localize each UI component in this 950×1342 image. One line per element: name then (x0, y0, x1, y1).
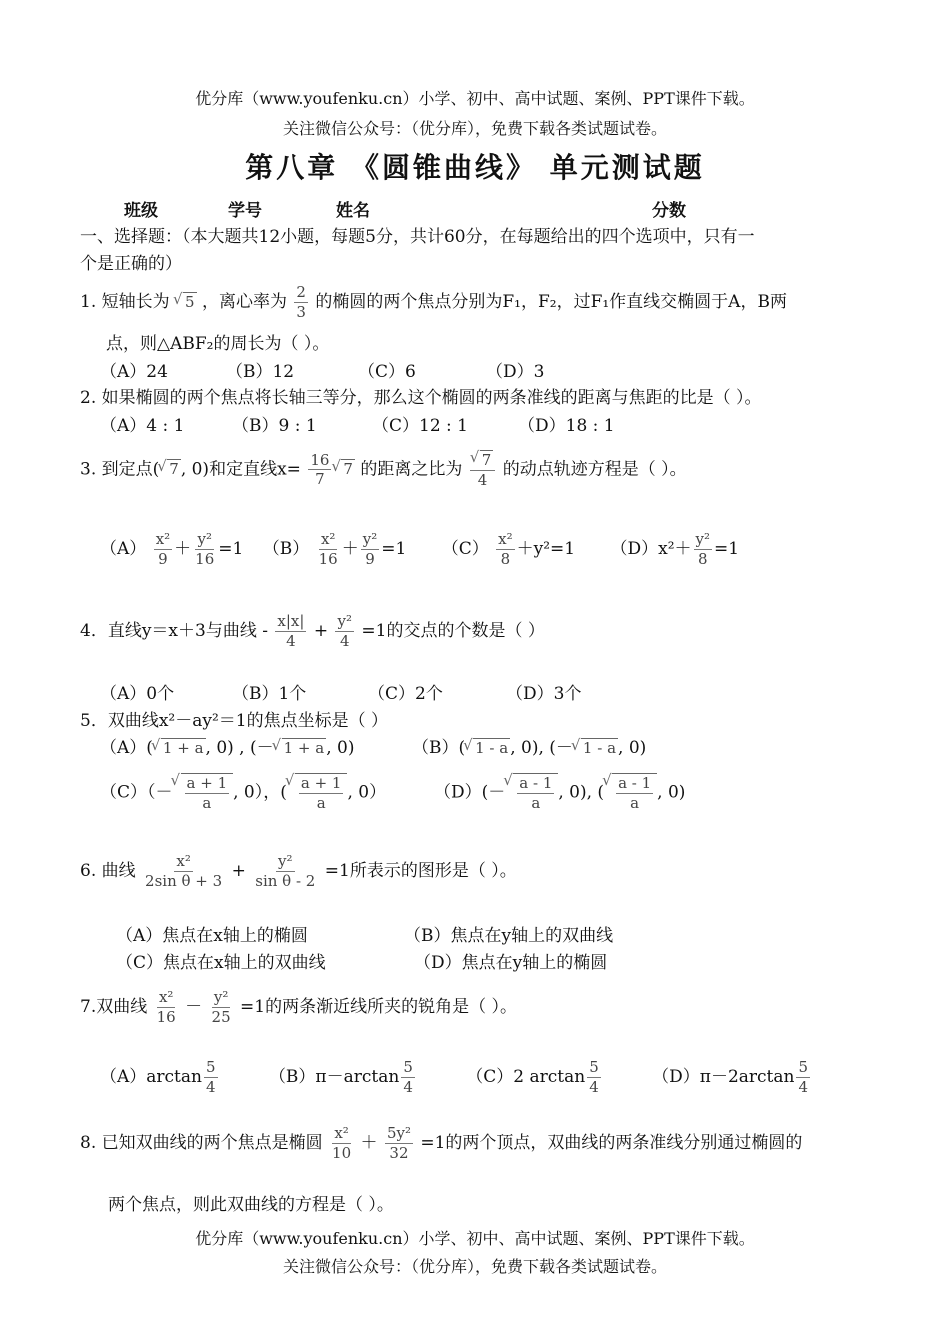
q5-d-sqrt-1 (513, 773, 558, 813)
q3-frac2-den: 4 (477, 470, 488, 489)
q2-option-d: （D）18 : 1 (518, 416, 615, 436)
q7-frac2-den: 25 (211, 1007, 231, 1026)
q5-option-c (100, 773, 386, 813)
q4-option-d: （D）3个 (506, 684, 582, 704)
q2-text: 2. 如果椭圆的两个焦点将长轴三等分，那么这个椭圆的两条准线的距离与焦距的比是（ ）。 (80, 388, 762, 408)
q6-option-d: （D）焦点在y轴上的椭圆 (414, 953, 608, 973)
q5-a-sqrt-1: √ 1 + a (161, 738, 206, 757)
q3-frac2-num (470, 450, 496, 471)
q4-option-c: （C）2个 (368, 684, 443, 704)
q3-b-num-1: x² (320, 530, 336, 548)
q6-fraction-1 (143, 852, 224, 891)
q5-d-den-1: a (531, 793, 541, 812)
q3-a-frac-1 (154, 530, 172, 569)
q7-frac1-num: x² (158, 988, 174, 1006)
q3-mid-2: 的距离之比为 (360, 459, 463, 480)
q7-minus: － (185, 996, 203, 1017)
q2-option-a: （A）4 : 1 (100, 416, 185, 436)
q5-a-end: , 0) (326, 738, 355, 758)
q7-option-b: （B）π－arctan (268, 1066, 400, 1087)
q5-d-end: , 0) (657, 782, 686, 803)
q7-options (100, 1058, 812, 1097)
q6-rest: =1所表示的图形是（ ）。 (324, 860, 517, 881)
q5-c-den-1: a (202, 793, 212, 812)
q3-d-den: 8 (698, 549, 708, 568)
q7-prefix: 7.双曲线 (80, 996, 148, 1017)
q3-options (100, 530, 739, 569)
section-1-line-2: 个是正确的） (80, 254, 182, 274)
q7-option-c: （C）2 arctan (466, 1066, 586, 1087)
q3-mid-1: , 0)和定直线x= (180, 459, 301, 480)
q3-b-eq: =1 (381, 538, 407, 559)
q5-c-frac-2 (299, 774, 344, 813)
q4-frac2-num: y² (337, 612, 352, 630)
q5-option-a (100, 733, 354, 758)
q7-c-frac (587, 1058, 601, 1097)
q5-d-mid: , 0), ( (558, 782, 605, 803)
q7-option-d: （D）π－2arctan (652, 1066, 795, 1087)
q7-option-a: （A）arctan (100, 1066, 202, 1087)
q1-option-d: （D）3 (486, 362, 545, 382)
q3-b-plus: ＋ (341, 538, 359, 559)
q3-prefix: 3. 到定点( (80, 459, 160, 480)
q5-b-end: , 0) (618, 738, 647, 758)
q1-option-c: （C）6 (358, 362, 416, 382)
q7-a-frac (204, 1058, 218, 1097)
q3-d-frac (694, 530, 713, 569)
q5-a-label: （A）( (100, 738, 153, 758)
q7-a-num: 5 (205, 1058, 216, 1076)
q6-plus: + (231, 860, 246, 881)
q8-line-1 (80, 1124, 802, 1163)
q7-d-num: 5 (798, 1058, 809, 1076)
q6-frac1-den: 2sin θ + 3 (145, 871, 223, 890)
q3-b-num-2: y² (362, 530, 378, 548)
q7-frac1-den: 16 (156, 1007, 176, 1026)
meta-number: 学号 (228, 201, 262, 221)
meta-class: 班级 (124, 201, 158, 221)
q4-fraction-1 (275, 612, 306, 651)
q2-option-b: （B）9 : 1 (232, 416, 317, 436)
q3-sqrt-2: √ 7 (341, 459, 355, 478)
q3-c-den-1: 8 (500, 549, 511, 568)
q6-fraction-2 (253, 852, 317, 891)
q1-option-b: （B）12 (226, 362, 295, 382)
q1-fraction (294, 283, 308, 322)
q3-fraction-1 (308, 451, 331, 490)
header-line-1: 优分库（www.youfenku.cn）小学、初中、高中试题、案例、PPT课件下载。 (195, 89, 755, 108)
q1-line-1 (80, 283, 787, 322)
q7-fraction-2 (210, 988, 233, 1027)
q8-frac2-num: 5y² (386, 1124, 411, 1142)
q3-fraction-2 (470, 450, 496, 490)
q8-plus: ＋ (360, 1132, 378, 1153)
meta-score: 分数 (652, 201, 686, 221)
q7-b-num: 5 (403, 1058, 413, 1076)
q3-line-1 (80, 450, 687, 490)
q3-option-c: （C） (441, 538, 489, 559)
q3-a-frac-2 (193, 530, 216, 569)
q3-b-frac-1 (317, 530, 340, 569)
q5-b-sqrt-2: √ 1 - a (581, 738, 618, 757)
q6-frac1-num: x² (176, 852, 191, 870)
q7-d-frac (796, 1058, 810, 1097)
q5-d-num-2: √ a - 1 (618, 774, 652, 792)
q5-c-sqrt-2 (295, 773, 348, 813)
q2-option-c: （C）12 : 1 (372, 416, 468, 436)
q7-line (80, 988, 517, 1027)
q6-frac2-den: sin θ - 2 (255, 871, 316, 890)
q3-option-a: （A） (100, 538, 147, 559)
q4-option-b: （B）1个 (232, 684, 307, 704)
q8-prefix: 8. 已知双曲线的两个焦点是椭圆 (80, 1132, 323, 1153)
q5-c-mid: , 0），( (233, 782, 287, 803)
q6-option-c: （C）焦点在x轴上的双曲线 (116, 953, 326, 973)
q1-frac-num: 2 (296, 283, 306, 301)
q7-d-den: 4 (798, 1077, 809, 1096)
header-line-2: 关注微信公众号：（优分库），免费下载各类试题试卷。 (282, 119, 667, 138)
q5-d-label: （D）(－ (434, 782, 506, 803)
q3-a-den-1: 9 (158, 549, 168, 568)
q4-line (80, 612, 545, 651)
q3-rest: 的动点轨迹方程是（ ）。 (502, 459, 687, 480)
q6-line (80, 852, 517, 891)
q7-fraction-1 (155, 988, 178, 1027)
q3-d-num: y² (695, 530, 711, 548)
q7-c-num: 5 (589, 1058, 599, 1076)
q1-frac-den: 3 (296, 302, 306, 321)
q8-rest: =1的两个顶点，双曲线的两条准线分别通过椭圆的 (420, 1132, 803, 1153)
q5-d-frac-2 (616, 774, 653, 813)
q7-c-den: 4 (589, 1077, 599, 1096)
q3-frac1-den: 7 (315, 470, 325, 489)
q8-fraction-1 (330, 1124, 353, 1163)
q3-b-den-2: 9 (365, 549, 375, 568)
q5-c-den-2: a (316, 793, 326, 812)
q3-sqrt-1: √ 7 (167, 459, 181, 478)
footer-line-2: 关注微信公众号：（优分库），免费下载各类试题试卷。 (282, 1257, 667, 1276)
q4-frac1-num: x|x| (277, 612, 305, 630)
q1-sqrt: √ 5 (183, 292, 197, 311)
q8-fraction-2 (385, 1124, 413, 1163)
q6-option-b: （B）焦点在y轴上的双曲线 (404, 926, 614, 946)
q4-rest: =1的交点的个数是（ ） (361, 620, 545, 641)
q4-frac2-den: 4 (339, 631, 350, 650)
q5-b-sqrt-1: √ 1 - a (473, 738, 510, 757)
q3-b-den-1: 16 (318, 549, 338, 568)
footer-line-1: 优分库（www.youfenku.cn）小学、初中、高中试题、案例、PPT课件下载。 (195, 1229, 755, 1248)
q8-frac2-den: 32 (389, 1143, 409, 1162)
q4-option-a: （A）0个 (100, 684, 175, 704)
q3-sqrt-3: √ 7 (480, 450, 494, 470)
q3-a-num-1: x² (155, 530, 171, 548)
q7-a-den: 4 (205, 1077, 216, 1096)
q5-d-sqrt-2 (612, 773, 657, 813)
q5-c-sqrt-1 (181, 773, 234, 813)
q1-option-a: （A）24 (100, 362, 168, 382)
q5-c-end: , 0） (347, 782, 387, 803)
q3-a-num-2: y² (197, 530, 212, 548)
q3-d-eq: =1 (714, 538, 740, 559)
q3-a-eq: =1 (218, 538, 244, 559)
q5-b-label: （B）( (412, 738, 466, 758)
q3-a-den-2: 16 (195, 549, 215, 568)
q5-d-den-2: a (630, 793, 640, 812)
q3-frac1-num: 16 (310, 450, 330, 469)
page-title: 第八章 《圆锥曲线》 单元测试题 (245, 151, 705, 184)
q3-c-num-1: x² (498, 530, 513, 548)
q6-option-a: （A）焦点在x轴上的椭圆 (116, 926, 308, 946)
q8-frac1-den: 10 (332, 1143, 352, 1162)
section-1-line-1: 一、选择题：（本大题共12小题，每题5分，共计60分，在每题给出的四个选项中，只有一 (80, 227, 755, 247)
q5-d-frac-1 (517, 774, 554, 813)
q8-frac1-num: x² (334, 1124, 349, 1142)
q1-rest: 的椭圆的两个焦点分别为F₁，F₂，过F₁作直线交椭圆于A，B两 (315, 291, 787, 312)
q5-d-num-1: √ a - 1 (519, 774, 553, 792)
q3-b-frac-2 (361, 530, 380, 569)
q5-option-d (434, 773, 685, 813)
q5-c-label: （C）（－ (100, 782, 173, 803)
q1-prefix: 1. 短轴长为 (80, 291, 170, 312)
q5-a-sqrt-2: √ 1 + a (282, 738, 327, 757)
q5-text: 5．双曲线x²－ay²＝1的焦点坐标是（ ） (80, 711, 388, 731)
q5-b-mid: , 0), (－ (510, 738, 573, 758)
q3-c-frac-1 (496, 530, 514, 569)
q4-prefix: 4．直线y＝x＋3与曲线 (80, 620, 257, 641)
q1-mid: ，离心率为 (201, 291, 287, 312)
q7-b-den: 4 (403, 1077, 413, 1096)
q5-a-mid: , 0) , (－ (205, 738, 274, 758)
q4-fraction-2 (335, 612, 354, 651)
q4-plus: + (313, 620, 329, 641)
q1-line-2: 点，则△ABF₂的周长为（ ）。 (106, 334, 330, 354)
q6-frac2-num: y² (278, 852, 293, 870)
q4-frac1-den: 4 (286, 631, 296, 650)
q6-prefix: 6. 曲线 (80, 860, 136, 881)
q3-a-plus: ＋ (174, 538, 192, 559)
meta-name: 姓名 (336, 201, 370, 221)
q3-d-prefix: x²＋ (658, 538, 692, 559)
q5-c-frac-1 (185, 774, 230, 813)
q5-c-num-1: √ a + 1 (186, 774, 228, 792)
q5-c-num-2: √ a + 1 (300, 774, 342, 792)
q3-option-b: （B） (262, 538, 310, 559)
q3-option-d: （D） (610, 538, 659, 559)
q7-frac2-num: y² (213, 988, 229, 1006)
q8-line-2: 两个焦点，则此双曲线的方程是（ ）。 (108, 1195, 394, 1215)
q7-b-frac (401, 1058, 415, 1097)
q3-c-ysq: ＋y²=1 (516, 538, 576, 559)
q7-rest: =1的两条渐近线所夹的锐角是（ ）。 (240, 996, 518, 1017)
q4-minus: - (262, 620, 268, 641)
q5-option-b (412, 733, 646, 758)
